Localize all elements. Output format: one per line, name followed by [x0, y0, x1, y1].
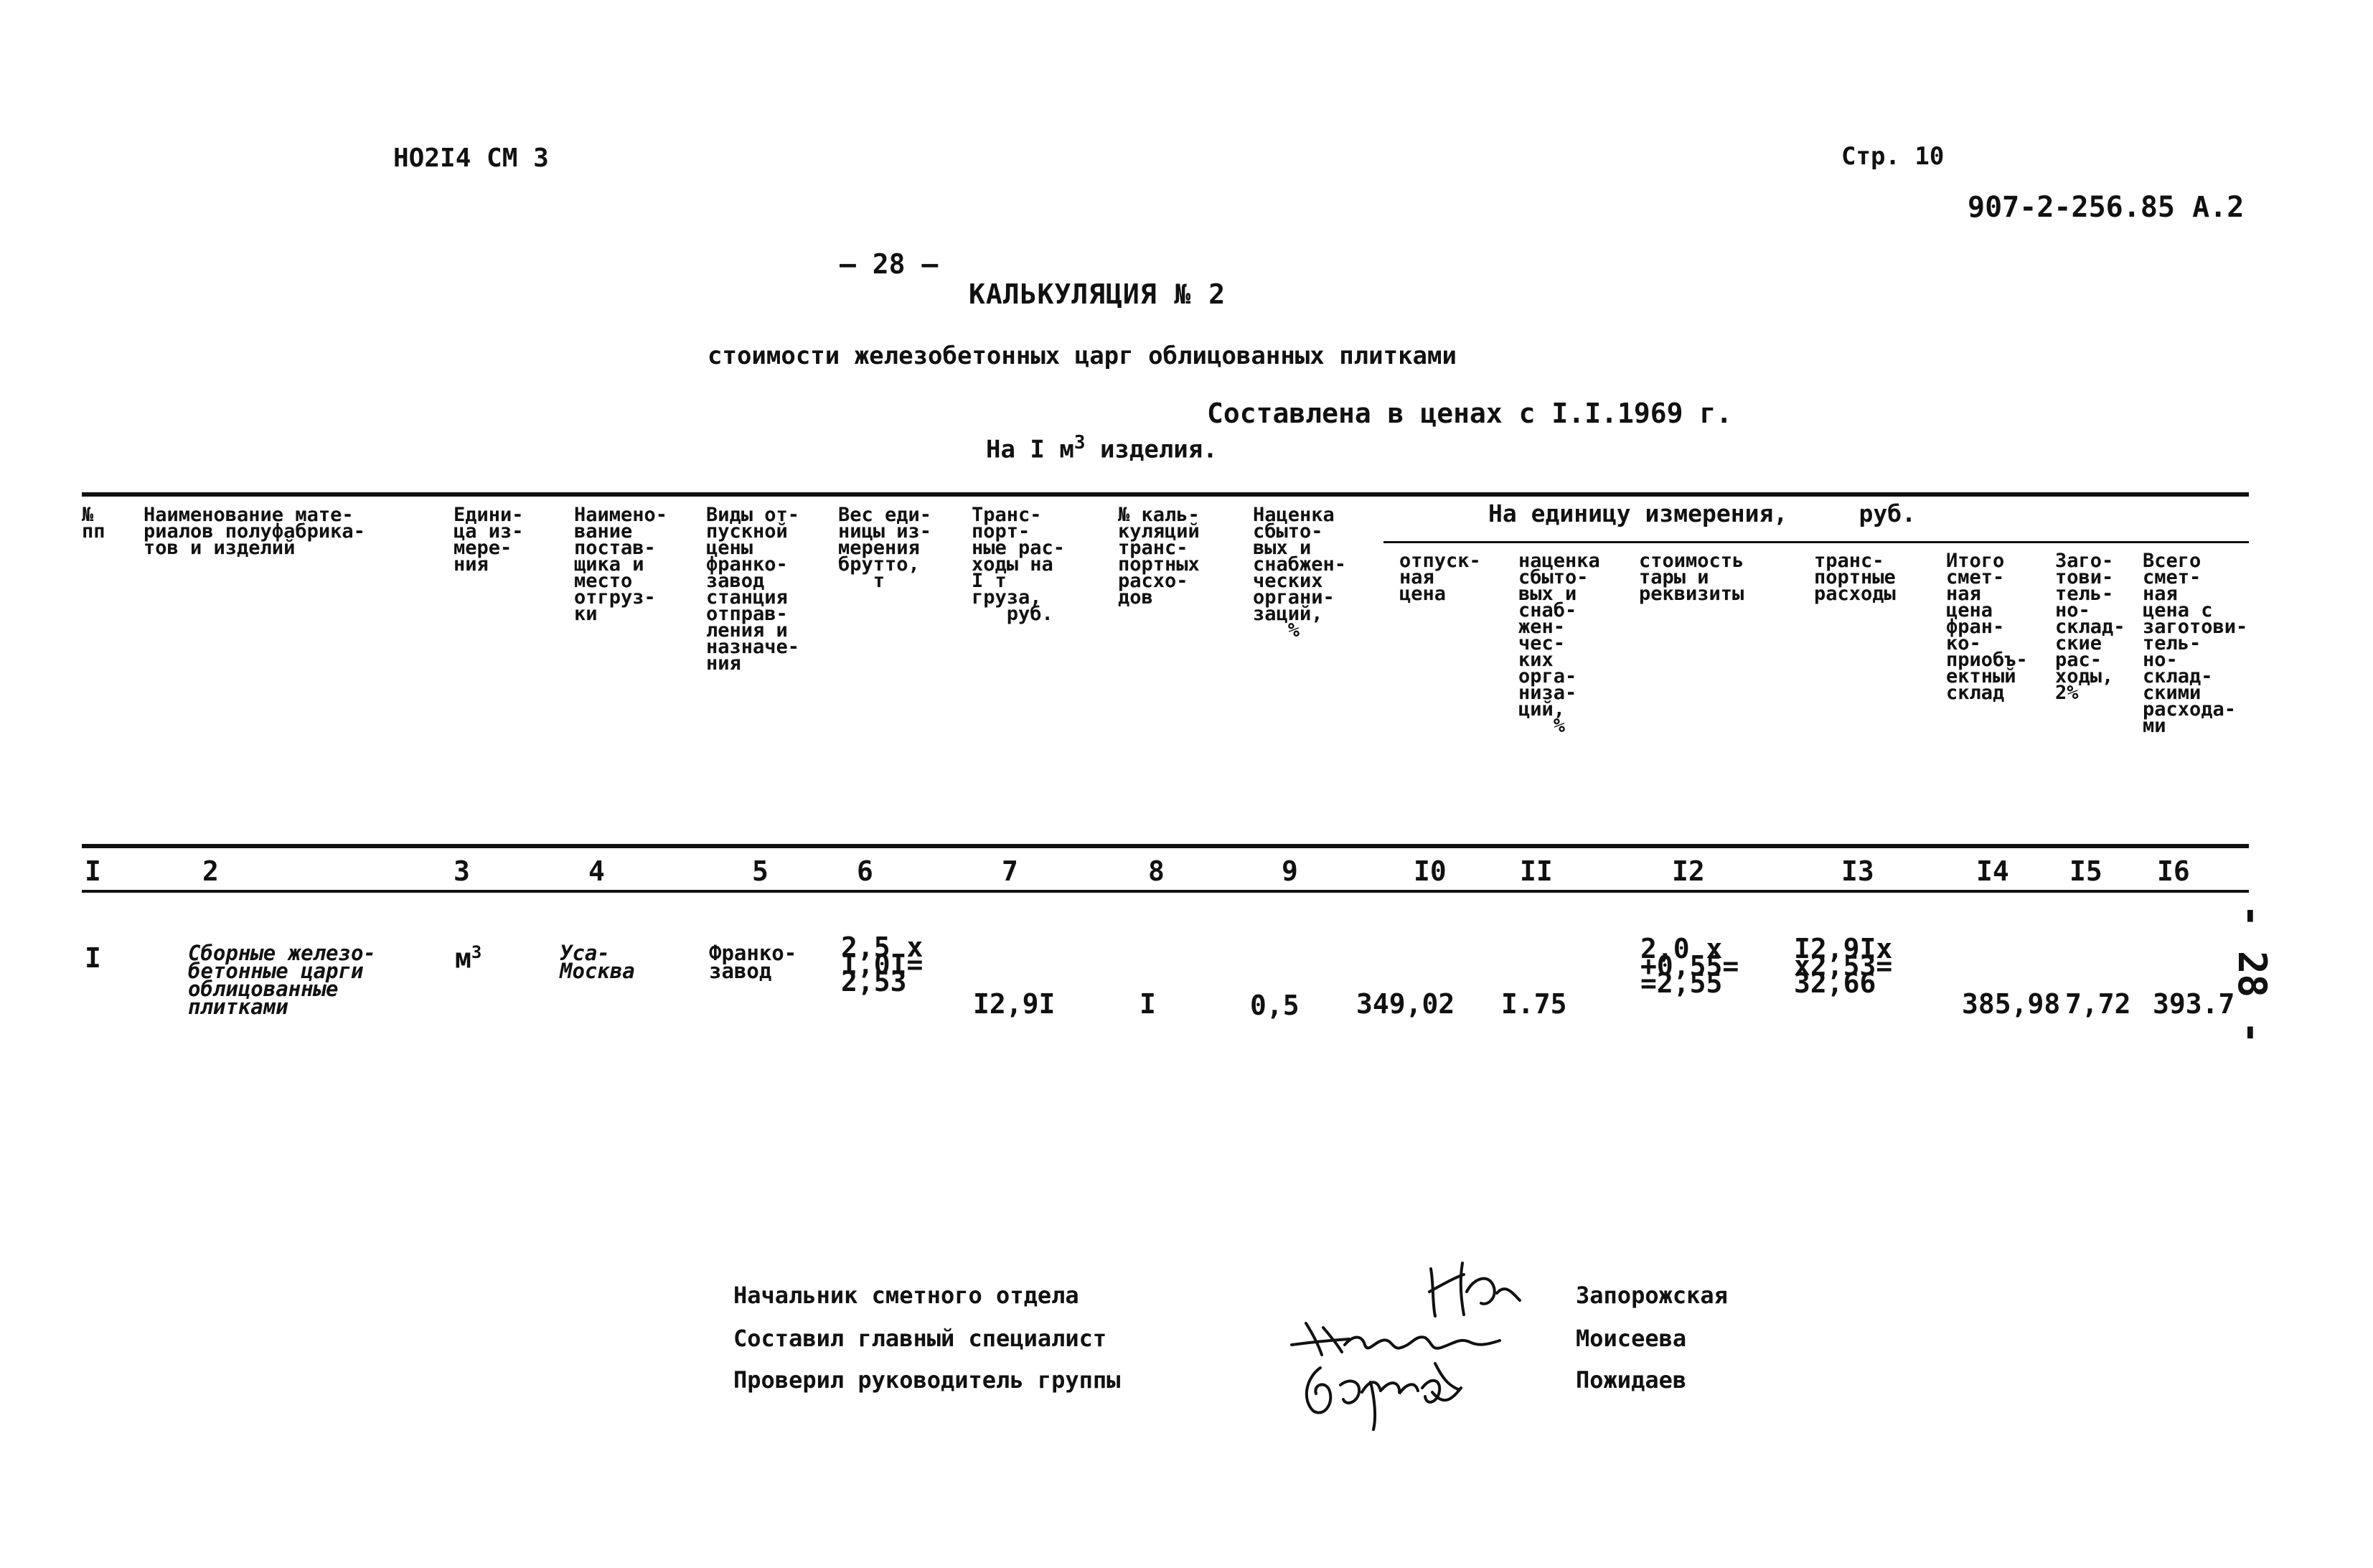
cell-unit: [455, 940, 482, 975]
col-number-9: 9: [1282, 855, 1298, 887]
handwritten-signature-3: [1292, 1349, 1478, 1435]
per-unit-superscript: 3: [1073, 432, 1086, 454]
col-numbers-bottom-rule: [82, 890, 2249, 893]
col-header-6: Вес еди- ницы из- мерения брутто, т: [838, 504, 932, 592]
col-number-7: 7: [1002, 855, 1018, 887]
col-header-3: Едини- ца из- мере- ния: [454, 504, 524, 576]
cell-supplier: Уса- Москва: [560, 941, 635, 983]
document-code: НО2I4 СМ 3: [393, 144, 549, 173]
col-number-3: 3: [454, 855, 470, 887]
col-header-7: Транс- порт- ные рас- ходы на I т груза, руб.: [972, 504, 1066, 625]
cell-grand-total: 393.7: [2153, 988, 2235, 1020]
project-number: 907-2-256.85 А.2: [1968, 191, 2245, 224]
cell-packaging: 2,0 x +0,55= =2,55: [1640, 933, 1739, 999]
per-unit-tail: изделия.: [1085, 435, 1218, 464]
col-number-16: I6: [2157, 855, 2190, 887]
col-header-2: Наименование мате- риалов полуфабрика- тов и изделий: [144, 504, 365, 559]
col-header-5: Виды от- пускной цены франко- завод станция отправ- ления и назначе- ния: [706, 504, 800, 675]
table-top-rule: [82, 492, 2249, 497]
cell-price-type: Франко- завод: [709, 941, 797, 983]
col-number-6: 6: [857, 855, 873, 887]
col-header-10: отпуск- ная цена: [1399, 550, 1481, 605]
group-header: На единицу измерения, руб.: [1488, 499, 1917, 527]
col-number-10: I0: [1414, 855, 1447, 887]
col-header-12: стоимость тары и реквизиты: [1639, 550, 1744, 605]
col-number-11: II: [1520, 855, 1553, 887]
col-header-13: транс- портные расходы: [1814, 550, 1896, 605]
cell-transport-rate: I2,9I: [973, 988, 1056, 1020]
cell-material-name: Сборные железо- бетонные царги облицованные плитками: [188, 941, 376, 1019]
signature-role-2: Составил главный специалист: [733, 1325, 1107, 1352]
col-number-8: 8: [1148, 855, 1165, 887]
signature-name-2: Моисеева: [1576, 1325, 1687, 1352]
col-header-9: Наценка сбыто- вых и снабжен- ческих органи- заций, %: [1253, 504, 1347, 642]
side-page-number: - 28 -: [2229, 904, 2275, 1045]
col-header-16: Всего смет- ная цена с заготови- тель- но- склад- скими расхода- ми: [2143, 550, 2248, 737]
cell-row-number: I: [85, 942, 101, 974]
col-header-15: Заго- тови- тель- но- склад- ские рас- ходы, 2%: [2055, 550, 2125, 704]
signature-name-3: Пожидаев: [1576, 1366, 1687, 1394]
signature-role-1: Начальник сметного отдела: [733, 1282, 1079, 1309]
per-unit-note: [986, 432, 1218, 464]
signature-role-3: Проверил руководитель группы: [733, 1366, 1121, 1394]
calculation-subtitle: стоимости железобетонных царг облицованных плитками: [708, 342, 1457, 370]
cell-calc-number: I: [1139, 988, 1156, 1020]
col-number-15: I5: [2069, 855, 2102, 887]
cell-transport: I2,9Ix x2,53= 32,66: [1794, 933, 1893, 999]
col-number-5: 5: [752, 855, 769, 887]
col-header-1: № пп: [82, 504, 105, 543]
prices-note: Составлена в ценах с I.I.1969 г.: [1207, 398, 1733, 429]
col-number-14: I4: [1976, 855, 2009, 887]
col-number-13: I3: [1841, 855, 1874, 887]
col-number-1: I: [85, 855, 101, 887]
col-header-11: наценка сбыто- вых и снаб- жен- чес- ких орга- низа- ций, %: [1518, 550, 1600, 737]
cell-unit-text: м: [455, 942, 471, 975]
cell-storage: 7,72: [2065, 988, 2131, 1020]
cell-unit-superscript: 3: [471, 942, 482, 962]
cell-release-price: 349,02: [1356, 988, 1455, 1020]
group-header-rule: [1383, 541, 2249, 543]
col-header-8: № каль- куляций транс- портных расхо- дов: [1118, 504, 1200, 609]
header-bottom-rule: [82, 844, 2249, 848]
page-label: Стр. 10: [1841, 142, 1945, 171]
calculation-title: КАЛЬКУЛЯЦИЯ № 2: [969, 278, 1226, 310]
cell-markup: I.75: [1501, 988, 1567, 1020]
signature-name-1: Запорожская: [1576, 1282, 1728, 1309]
col-number-2: 2: [202, 855, 219, 887]
col-number-12: I2: [1672, 855, 1705, 887]
cell-total: 385,98: [1962, 988, 2061, 1020]
col-header-4: Наимено- вание постав- щика и место отгруз- ки: [574, 504, 668, 625]
cell-weight: 2,5 x I,0I= 2,53: [841, 931, 924, 997]
page-number: — 28 —: [840, 248, 939, 280]
col-header-14: Итого смет- ная цена фран- ко- приобъ- ектный склад: [1946, 550, 2028, 704]
col-number-4: 4: [588, 855, 605, 887]
cell-markup-percent: 0,5: [1250, 990, 1300, 1021]
per-unit-text: На I м: [986, 435, 1074, 464]
